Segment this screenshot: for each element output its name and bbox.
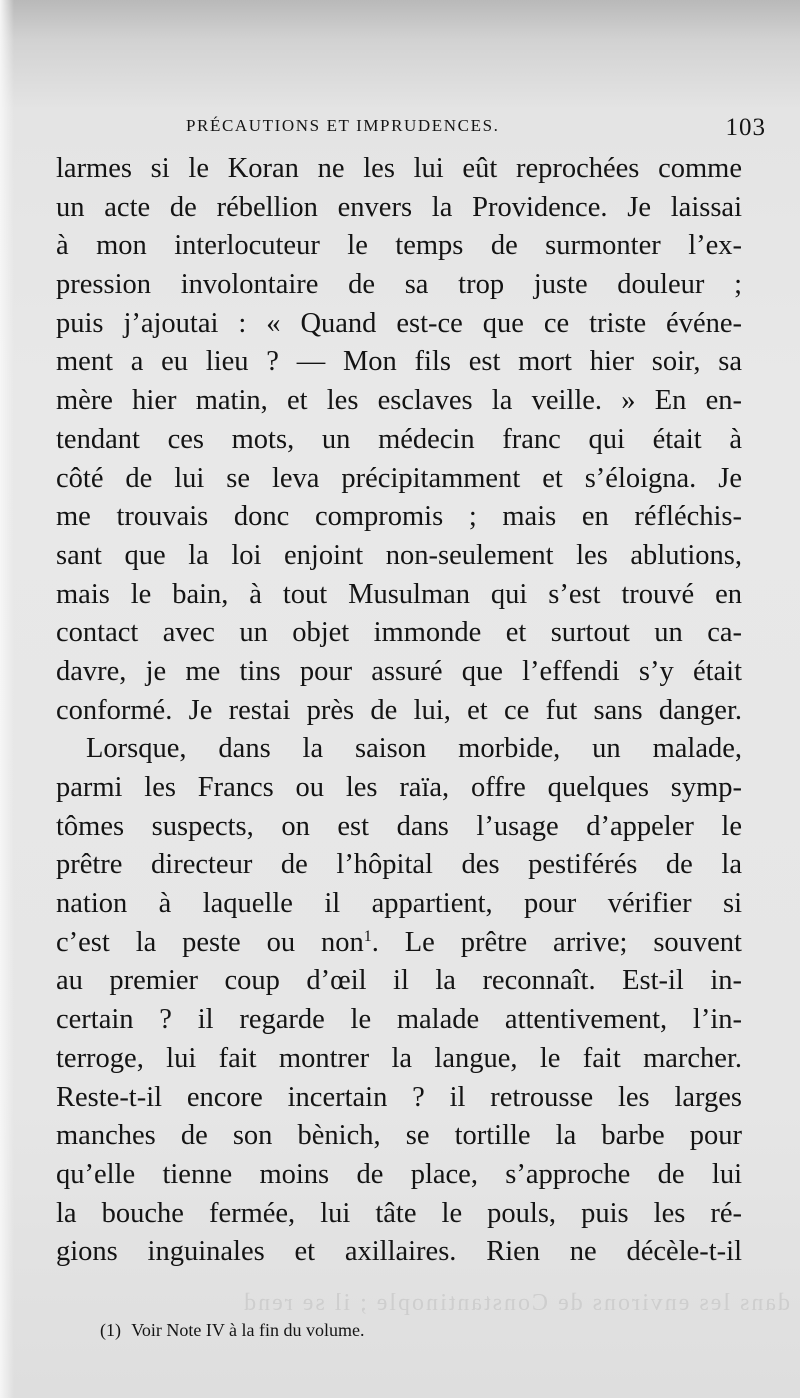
bleed-through-text: dans les environs de Constantinople ; il se rend: [242, 1290, 790, 1316]
text-line: me trouvais donc compromis ; mais en réfléchis-: [56, 501, 742, 533]
text-line: contact avec un objet immonde et surtout un ca-: [56, 617, 742, 649]
text-fragment: . Le prêtre arrive; souvent: [371, 926, 742, 958]
text-line: tendant ces mots, un médecin franc qui était à: [56, 423, 742, 455]
text-line: terroge, lui fait montrer la langue, le fait marcher.: [56, 1042, 742, 1074]
footnote: [100, 1320, 364, 1341]
text-fragment: c’est la peste ou non: [56, 926, 364, 958]
text-line: manches de son bènich, se tortille la barbe pour: [56, 1120, 742, 1152]
text-line: côté de lui se leva précipitamment et s’éloigna. Je: [56, 462, 742, 494]
text-line: la bouche fermée, lui tâte le pouls, puis les ré-: [56, 1197, 742, 1229]
text-line: puis j’ajoutai : « Quand est-ce que ce triste événe-: [56, 307, 742, 339]
text-line: sant que la loi enjoint non-seulement les ablutions,: [56, 539, 742, 571]
text-line: qu’elle tienne moins de place, s’approche de lui: [56, 1158, 742, 1190]
text-line: davre, je me tins pour assuré que l’effendi s’y était: [56, 655, 742, 687]
text-line: parmi les Francs ou les raïa, offre quelques symp-: [56, 772, 742, 803]
text-line: mais le bain, à tout Musulman qui s’est trouvé en: [56, 578, 742, 610]
text-line: pression involontaire de sa trop juste douleur ;: [56, 269, 742, 301]
footnote-reference[interactable]: 1: [363, 927, 372, 945]
text-line: tômes suspects, on est dans l’usage d’appeler le: [56, 810, 742, 842]
text-line: à mon interlocuteur le temps de surmonter l’ex-: [56, 230, 742, 262]
text-line: nation à laquelle il appartient, pour vérifier si: [56, 888, 742, 920]
text-line: gions inguinales et axillaires. Rien ne décèle-t-il: [56, 1236, 742, 1268]
footnote-text: Voir Note IV à la fin du volume.: [131, 1320, 365, 1340]
page-number: 103: [725, 114, 766, 141]
text-line: un acte de rébellion envers la Providence. Je laissai: [56, 191, 742, 223]
text-line: certain ? il regarde le malade attentivement, l’in-: [56, 1004, 742, 1036]
text-line: conformé. Je restai près de lui, et ce fut sans danger.: [56, 694, 742, 726]
text-line: mère hier matin, et les esclaves la veille. » En en-: [56, 385, 742, 417]
text-line: ment a eu lieu ? — Mon fils est mort hier soir, sa: [56, 346, 742, 378]
text-line: larmes si le Koran ne les lui eût reprochées comme: [56, 153, 742, 184]
footnote-mark: (1): [100, 1320, 121, 1340]
running-head: [186, 116, 766, 146]
paragraph-first-line: Lorsque, dans la saison morbide, un malade,: [86, 733, 742, 765]
text-line: prêtre directeur de l’hôpital des pestiférés de la: [56, 849, 742, 881]
text-line: au premier coup d’œil il la reconnaît. Est-il in-: [56, 965, 742, 997]
text-line: Reste-t-il encore incertain ? il retrousse les larges: [56, 1081, 742, 1113]
body-text: [56, 150, 742, 1272]
text-line-with-footnote-ref: [56, 924, 742, 963]
running-title: PRÉCAUTIONS ET IMPRUDENCES.: [186, 116, 500, 135]
